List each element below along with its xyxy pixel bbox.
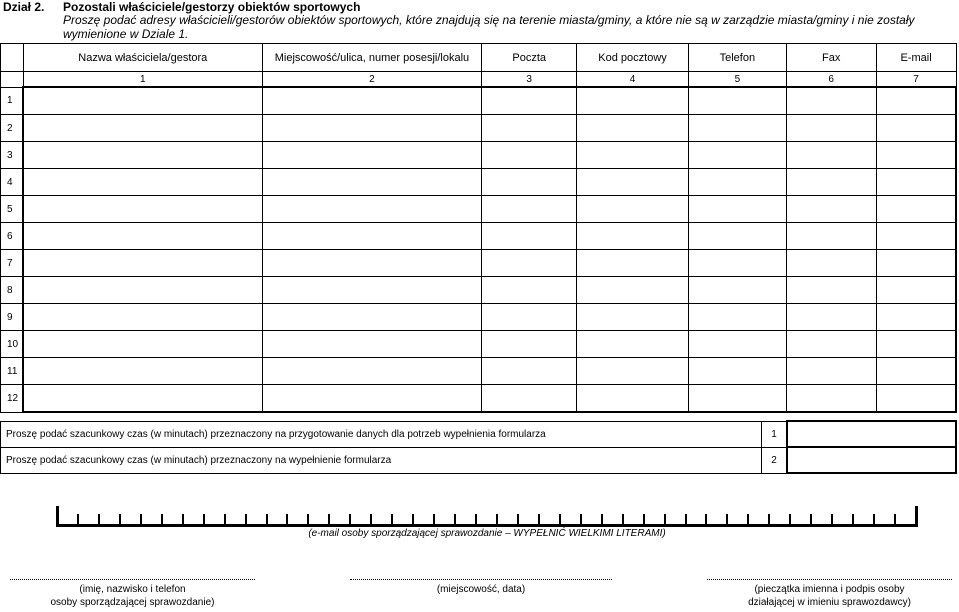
table-row <box>1 277 957 304</box>
number-corner <box>1 72 24 88</box>
email-char-separator <box>119 514 121 524</box>
email-char-separator <box>140 514 142 524</box>
signature-place-date <box>350 579 612 596</box>
row-number: 5 <box>1 196 24 223</box>
email-char-separator <box>475 514 477 524</box>
row-number: 4 <box>1 169 24 196</box>
table-row <box>1 304 957 331</box>
table-row <box>1 87 957 115</box>
table-input-cell[interactable] <box>876 250 956 277</box>
table-input-cell[interactable] <box>482 331 577 358</box>
table-input-cell[interactable] <box>482 250 577 277</box>
table-input-cell[interactable] <box>262 358 482 385</box>
row-number: 1 <box>1 87 24 115</box>
table-input-cell[interactable] <box>786 169 876 196</box>
table-row <box>1 358 957 385</box>
table-input-cell[interactable] <box>262 115 482 142</box>
table-input-cell[interactable] <box>577 385 689 413</box>
column-number: 2 <box>262 72 482 88</box>
time-answer-cell[interactable] <box>787 447 956 473</box>
table-input-cell[interactable] <box>23 250 262 277</box>
table-input-cell[interactable] <box>23 196 262 223</box>
table-input-cell[interactable] <box>23 385 262 413</box>
table-input-cell[interactable] <box>482 196 577 223</box>
email-char-separator <box>412 514 414 524</box>
time-question-text: Proszę podać szacunkowy czas (w minutach) przeznaczony na wypełnienie formularza <box>1 447 762 473</box>
table-input-cell[interactable] <box>577 331 689 358</box>
table-input-cell[interactable] <box>577 358 689 385</box>
email-char-separator <box>245 514 247 524</box>
email-char-separator <box>726 514 728 524</box>
time-estimate-table <box>0 420 957 474</box>
email-char-separator <box>224 514 226 524</box>
email-char-separator <box>747 514 749 524</box>
row-number: 7 <box>1 250 24 277</box>
header-corner <box>1 44 24 72</box>
table-input-cell[interactable] <box>482 277 577 304</box>
email-char-separator <box>391 514 393 524</box>
email-char-separator <box>203 514 205 524</box>
table-input-cell[interactable] <box>23 304 262 331</box>
table-input-cell[interactable] <box>688 277 786 304</box>
table-input-cell[interactable] <box>482 358 577 385</box>
table-input-cell[interactable] <box>688 115 786 142</box>
email-char-separator <box>685 514 687 524</box>
table-header-row <box>1 44 957 72</box>
email-label: (e-mail osoby sporządzającej sprawozdanie – WYPEŁNIĆ WIELKIMI LITERAMI) <box>308 528 666 539</box>
time-question-text: Proszę podać szacunkowy czas (w minutach) przeznaczony na przygotowanie danych dla potrzeb wypełnienia formularza <box>1 421 762 447</box>
table-input-cell[interactable] <box>786 196 876 223</box>
table-input-cell[interactable] <box>876 196 956 223</box>
signature-stamp <box>707 579 952 609</box>
email-char-separator <box>559 514 561 524</box>
signature-stamp-line2: działającej w imieniu sprawozdawcy) <box>748 597 911 608</box>
table-row <box>1 385 957 413</box>
table-input-cell[interactable] <box>577 250 689 277</box>
table-input-cell[interactable] <box>262 169 482 196</box>
table-input-cell[interactable] <box>876 87 956 115</box>
email-char-separator <box>538 514 540 524</box>
row-number: 12 <box>1 385 24 413</box>
column-number: 1 <box>23 72 262 88</box>
email-char-separator <box>517 514 519 524</box>
signature-preparer-line1: (imię, nazwisko i telefon <box>79 584 186 595</box>
section-number: Dział 2. <box>3 0 45 14</box>
column-number-row <box>1 72 957 88</box>
time-question-number: 1 <box>762 421 788 447</box>
section-title: Pozostali właściciele/gestorzy obiektów sportowych <box>63 0 361 14</box>
email-char-separator <box>370 514 372 524</box>
email-char-separator <box>266 514 268 524</box>
table-input-cell[interactable] <box>577 304 689 331</box>
column-number: 6 <box>786 72 876 88</box>
table-input-cell[interactable] <box>23 223 262 250</box>
table-input-cell[interactable] <box>876 304 956 331</box>
table-input-cell[interactable] <box>688 196 786 223</box>
signature-stamp-line1: (pieczątka imienna i podpis osoby <box>754 584 905 595</box>
email-char-separator <box>433 514 435 524</box>
row-number: 3 <box>1 142 24 169</box>
table-input-cell[interactable] <box>876 331 956 358</box>
table-input-cell[interactable] <box>786 358 876 385</box>
table-input-cell[interactable] <box>688 223 786 250</box>
table-input-cell[interactable] <box>262 223 482 250</box>
email-char-separator <box>182 514 184 524</box>
column-header: Nazwa właściciela/gestora <box>23 44 262 72</box>
table-row <box>1 331 957 358</box>
table-input-cell[interactable] <box>482 385 577 413</box>
table-input-cell[interactable] <box>688 250 786 277</box>
table-input-cell[interactable] <box>786 223 876 250</box>
table-input-cell[interactable] <box>577 115 689 142</box>
column-header: Miejscowość/ulica, numer posesji/lokalu <box>262 44 482 72</box>
email-char-separator <box>852 514 854 524</box>
table-input-cell[interactable] <box>262 304 482 331</box>
signature-preparer <box>10 579 255 609</box>
column-number: 4 <box>577 72 689 88</box>
table-input-cell[interactable] <box>876 169 956 196</box>
column-header: Poczta <box>482 44 577 72</box>
table-input-cell[interactable] <box>482 142 577 169</box>
table-input-cell[interactable] <box>786 331 876 358</box>
column-number: 7 <box>876 72 956 88</box>
email-char-separator <box>601 514 603 524</box>
table-input-cell[interactable] <box>262 331 482 358</box>
table-input-cell[interactable] <box>876 358 956 385</box>
table-input-cell[interactable] <box>876 142 956 169</box>
table-input-cell[interactable] <box>23 358 262 385</box>
row-number: 8 <box>1 277 24 304</box>
table-input-cell[interactable] <box>786 277 876 304</box>
table-input-cell[interactable] <box>688 169 786 196</box>
table-row <box>1 115 957 142</box>
dotted-line <box>350 579 612 580</box>
email-char-separator <box>664 514 666 524</box>
email-char-separator <box>768 514 770 524</box>
signature-preparer-line2: osoby sporządzającej sprawozdanie) <box>50 597 215 608</box>
table-row <box>1 169 957 196</box>
section-header <box>3 0 360 14</box>
table-input-cell[interactable] <box>262 277 482 304</box>
table-input-cell[interactable] <box>262 385 482 413</box>
section-instructions: Proszę podać adresy właścicieli/gestorów obiektów sportowych, które znajdują się na terenie miasta/gminy, a które nie są w zarządzie miasta/gminy i nie zostały wymienione w Dziale 1. <box>63 13 915 41</box>
table-input-cell[interactable] <box>876 115 956 142</box>
table-input-cell[interactable] <box>688 87 786 115</box>
email-char-separator <box>307 514 309 524</box>
column-header: Telefon <box>688 44 786 72</box>
dotted-line <box>10 579 255 580</box>
time-answer-cell[interactable] <box>787 421 956 447</box>
column-number: 3 <box>482 72 577 88</box>
table-input-cell[interactable] <box>688 385 786 413</box>
table-input-cell[interactable] <box>786 304 876 331</box>
table-input-cell[interactable] <box>577 142 689 169</box>
table-input-cell[interactable] <box>482 223 577 250</box>
time-question-row <box>1 421 957 447</box>
time-question-row <box>1 447 957 473</box>
email-char-separator <box>580 514 582 524</box>
email-char-separator <box>831 514 833 524</box>
table-input-cell[interactable] <box>262 87 482 115</box>
column-header: E-mail <box>876 44 956 72</box>
table-input-cell[interactable] <box>482 304 577 331</box>
row-number: 2 <box>1 115 24 142</box>
table-input-cell[interactable] <box>577 169 689 196</box>
row-number: 10 <box>1 331 24 358</box>
email-char-separator <box>873 514 875 524</box>
email-input-boxes[interactable] <box>56 506 918 527</box>
table-row <box>1 250 957 277</box>
email-char-separator <box>894 514 896 524</box>
dotted-line <box>707 579 952 580</box>
table-input-cell[interactable] <box>482 115 577 142</box>
table-input-cell[interactable] <box>786 385 876 413</box>
column-header: Kod pocztowy <box>577 44 689 72</box>
email-char-separator <box>915 506 918 524</box>
email-char-separator <box>286 514 288 524</box>
table-input-cell[interactable] <box>688 358 786 385</box>
signature-place-date-label: (miejscowość, data) <box>436 584 526 595</box>
row-number: 11 <box>1 358 24 385</box>
column-header: Fax <box>786 44 876 72</box>
table-input-cell[interactable] <box>262 196 482 223</box>
table-row <box>1 196 957 223</box>
table-row <box>1 142 957 169</box>
table-input-cell[interactable] <box>688 304 786 331</box>
owners-table <box>0 43 957 413</box>
email-char-separator <box>789 514 791 524</box>
table-input-cell[interactable] <box>688 142 786 169</box>
table-input-cell[interactable] <box>262 250 482 277</box>
email-char-separator <box>98 514 100 524</box>
email-char-separator <box>56 506 59 524</box>
table-input-cell[interactable] <box>23 142 262 169</box>
table-input-cell[interactable] <box>23 87 262 115</box>
email-char-separator <box>643 514 645 524</box>
table-input-cell[interactable] <box>577 277 689 304</box>
time-question-number: 2 <box>762 447 788 473</box>
table-input-cell[interactable] <box>786 87 876 115</box>
table-input-cell[interactable] <box>786 250 876 277</box>
email-char-separator <box>161 514 163 524</box>
table-input-cell[interactable] <box>577 87 689 115</box>
table-input-cell[interactable] <box>786 142 876 169</box>
row-number: 6 <box>1 223 24 250</box>
table-input-cell[interactable] <box>482 169 577 196</box>
table-input-cell[interactable] <box>23 115 262 142</box>
table-input-cell[interactable] <box>786 115 876 142</box>
email-char-separator <box>622 514 624 524</box>
table-input-cell[interactable] <box>876 385 956 413</box>
table-input-cell[interactable] <box>262 142 482 169</box>
email-char-separator <box>77 514 79 524</box>
table-input-cell[interactable] <box>876 223 956 250</box>
table-input-cell[interactable] <box>23 169 262 196</box>
email-char-separator <box>810 514 812 524</box>
table-input-cell[interactable] <box>23 277 262 304</box>
table-row <box>1 223 957 250</box>
table-input-cell[interactable] <box>876 277 956 304</box>
table-input-cell[interactable] <box>482 87 577 115</box>
email-char-separator <box>349 514 351 524</box>
column-number: 5 <box>688 72 786 88</box>
row-number: 9 <box>1 304 24 331</box>
table-input-cell[interactable] <box>688 331 786 358</box>
email-char-separator <box>496 514 498 524</box>
table-input-cell[interactable] <box>23 331 262 358</box>
email-char-separator <box>705 514 707 524</box>
table-input-cell[interactable] <box>577 196 689 223</box>
email-char-separator <box>454 514 456 524</box>
email-char-separator <box>328 514 330 524</box>
table-input-cell[interactable] <box>577 223 689 250</box>
